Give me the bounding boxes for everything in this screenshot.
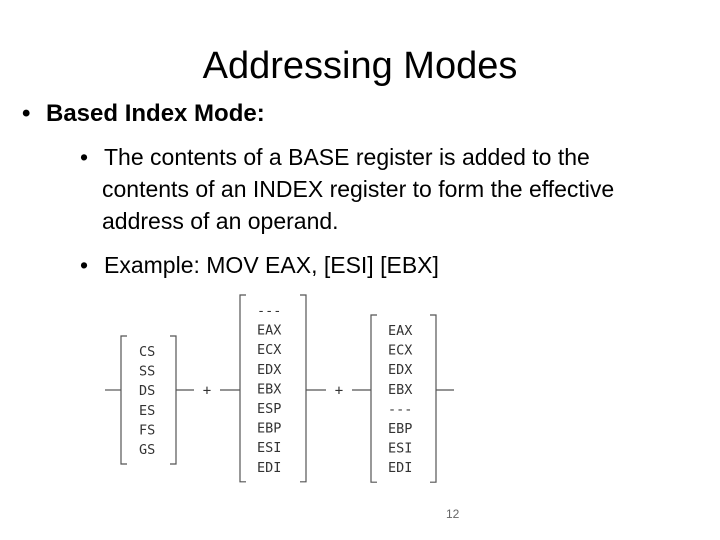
index-right-bracket	[430, 315, 436, 482]
base-right-bracket	[300, 295, 306, 482]
index-register-eax: EAX	[388, 323, 413, 339]
index-register-ebp: EBP	[388, 421, 413, 437]
index-register-none: ---	[388, 401, 413, 418]
base-register-edx: EDX	[257, 361, 282, 378]
base-register-esp: ESP	[257, 401, 282, 417]
segment-right-bracket	[170, 336, 176, 464]
base-register-ecx: ECX	[257, 342, 282, 359]
definition-line-1: The contents of a BASE register is added to the	[104, 144, 590, 170]
index-register-edi: EDI	[388, 460, 413, 477]
base-left-bracket	[240, 295, 246, 482]
example-text: Example: MOV EAX, [ESI] [EBX]	[104, 252, 439, 278]
base-register-none: ---	[257, 303, 282, 319]
plus-sign: +	[334, 383, 344, 399]
bullet-dot-icon: •	[22, 100, 31, 127]
index-register-ecx: ECX	[388, 342, 413, 359]
base-register-group	[240, 295, 306, 482]
segment-register-es: ES	[139, 402, 156, 419]
segment-register-gs: GS	[139, 442, 156, 458]
segment-register-group	[121, 336, 176, 464]
plus-sign: +	[202, 383, 212, 399]
segment-left-bracket	[121, 336, 127, 464]
index-register-esi: ESI	[388, 440, 413, 457]
slide-title: Addressing Modes	[202, 45, 518, 87]
base-register-ebp: EBP	[257, 420, 282, 437]
bullet-dot-icon: •	[80, 144, 89, 170]
segment-register-cs: CS	[139, 344, 156, 360]
segment-register-ds: DS	[139, 383, 156, 400]
definition-line-3: address of an operand.	[102, 208, 339, 234]
bullet-dot-icon: •	[80, 252, 89, 278]
base-register-ebx: EBX	[257, 381, 282, 398]
base-register-esi: ESI	[257, 440, 282, 457]
base-register-eax: EAX	[257, 322, 282, 339]
base-register-edi: EDI	[257, 459, 282, 476]
index-register-ebx: EBX	[388, 381, 413, 398]
page-number: 12	[446, 507, 460, 521]
index-register-group	[371, 315, 436, 482]
segment-register-ss: SS	[139, 363, 156, 380]
index-left-bracket	[371, 315, 377, 482]
index-register-edx: EDX	[388, 362, 413, 379]
segment-register-fs: FS	[139, 422, 156, 439]
main-bullet-text: Based Index Mode:	[46, 100, 265, 127]
definition-line-2: contents of an INDEX register to form the effective	[102, 176, 615, 202]
